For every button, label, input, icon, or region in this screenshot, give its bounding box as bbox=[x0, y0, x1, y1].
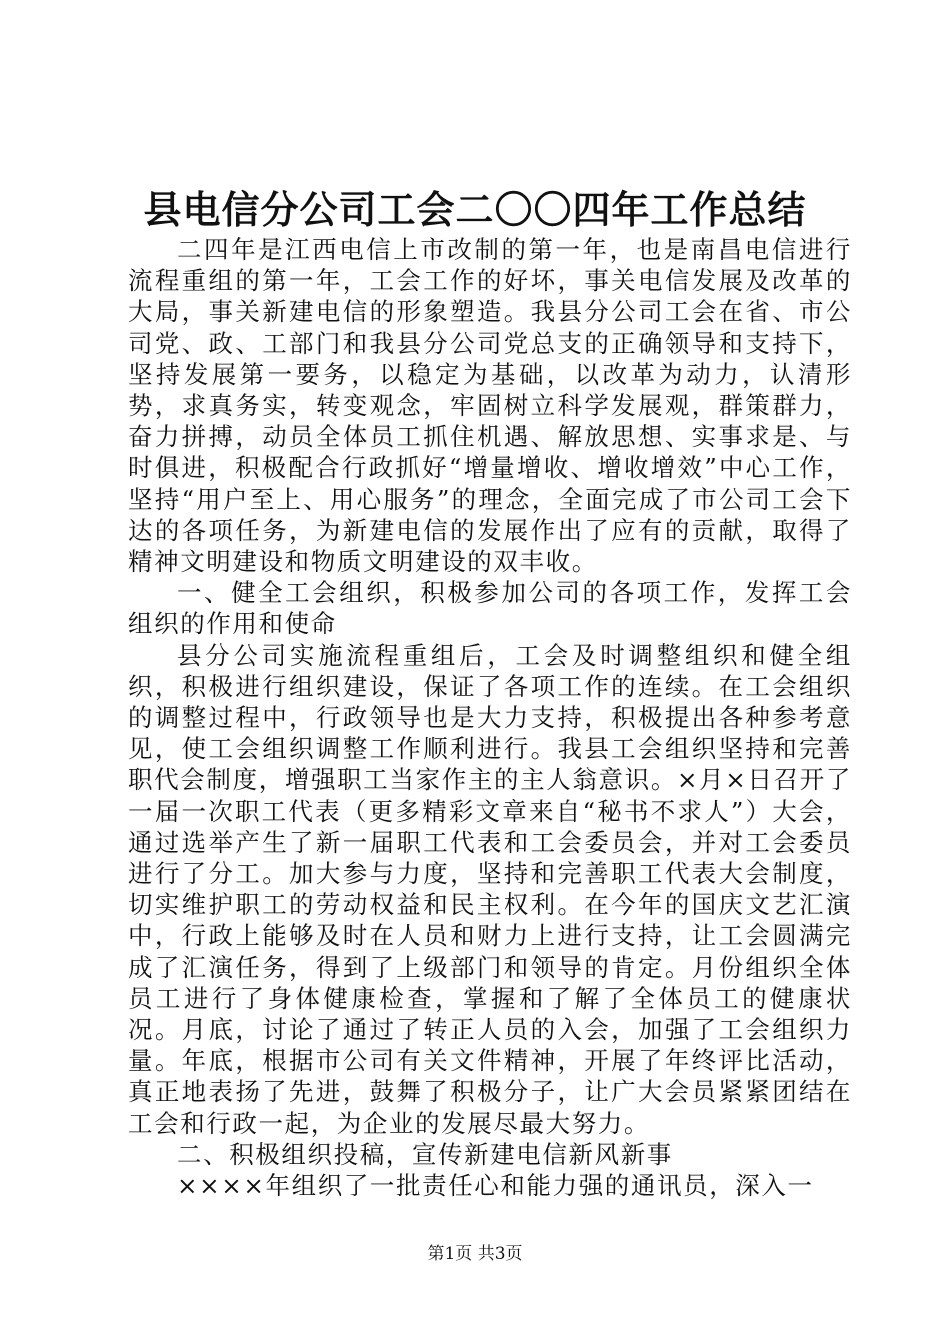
paragraph-section-1: 县分公司实施流程重组后，工会及时调整组织和健全组织，积极进行组织建设，保证了各项工作的连续。在工会组织的调整过程中，行政领导也是大力支持，积极提出各种参考意见，使工会组织调整工作顺利进行。我县工会组织坚持和完善职代会制度，增强职工当家作主的主人翁意识。×月×日召开了一届一次职工代表（更多精彩文章来自“秘书不求人”）大会，通过选举产生了新一届职工代表和工会委员会，并对工会委员进行了分工。加大参与力度，坚持和完善职工代表大会制度，切实维护职工的劳动权益和民主权利。在今年的国庆文艺汇演中，行政上能够及时在人员和财力上进行支持，让工会圆满完成了汇演任务，得到了上级部门和领导的肯定。月份组织全体员工进行了身体健康检查，掌握和了解了全体员工的健康状况。月底，讨论了通过了转正人员的入会，加强了工会组织力量。年底，根据市公司有关文件精神，开展了年终评比活动，真正地表扬了先进，鼓舞了积极分子，让广大会员紧紧团结在工会和行政一起，为企业的发展尽最大努力。 bbox=[128, 640, 852, 1138]
section-heading-1: 一、健全工会组织，积极参加公司的各项工作，发挥工会组织的作用和使命 bbox=[128, 578, 852, 639]
document-title: 县电信分公司工会二〇〇四年工作总结 bbox=[143, 188, 807, 232]
page-footer: 第1页 共3页 bbox=[427, 1244, 523, 1264]
section-heading-2: 二、积极组织投稿，宣传新建电信新风新事 bbox=[177, 1139, 673, 1169]
paragraph-intro: 二四年是江西电信上市改制的第一年，也是南昌电信进行流程重组的第一年，工会工作的好坏，事关电信发展及改革的大局，事关新建电信的形象塑造。我县分公司工会在省、市公司党、政、工部门和我县分公司党总支的正确领导和支持下，坚持发展第一要务，以稳定为基础，以改革为动力，认清形势，求真务实，转变观念，牢固树立科学发展观，群策群力，奋力拼搏，动员全体员工抓住机遇、解放思想、实事求是、与时俱进，积极配合行政抓好“增量增收、增收增效”中心工作，坚持“用户至上、用心服务”的理念，全面完成了市公司工会下达的各项任务，为新建电信的发展作出了应有的贡献，取得了精神文明建设和物质文明建设的双丰收。 bbox=[128, 235, 852, 577]
paragraph-section-2: ××××年组织了一批责任心和能力强的通讯员，深入一 bbox=[177, 1171, 814, 1201]
document-body bbox=[128, 234, 852, 1201]
